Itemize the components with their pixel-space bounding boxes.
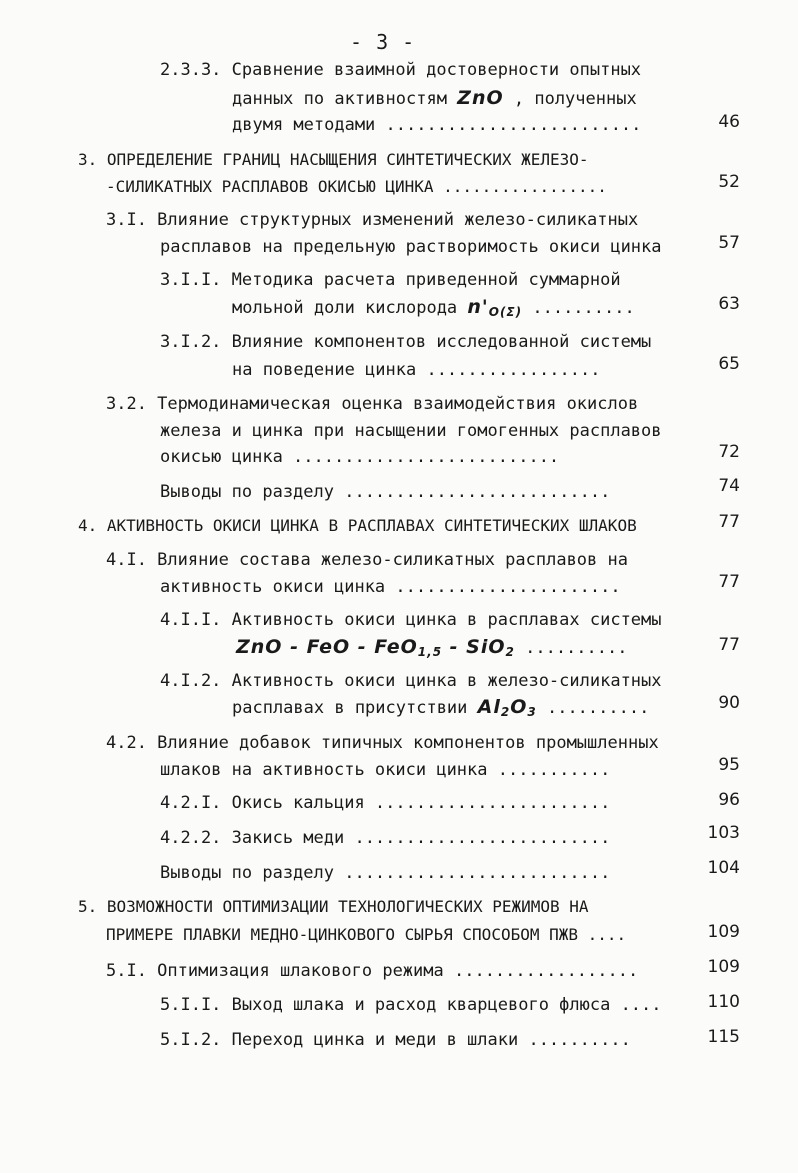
toc-5-1-2-page: 115	[707, 1027, 740, 1047]
toc-4-2-1-page: 96	[718, 790, 740, 810]
toc-4-1-line1: 4.I. Влияние состава железо-силикатных расплавов на	[106, 550, 628, 570]
toc-4-1-page: 77	[718, 572, 740, 592]
alumina-formula: Al	[477, 696, 501, 718]
toc-4-2-page: 95	[718, 755, 740, 775]
toc-2-3-3-line2	[232, 88, 637, 109]
toc-3-2-line3: окисью цинка ..........................	[160, 447, 560, 467]
toc-4-1-2-line1: 4.I.2. Активность окиси цинка в железо-силикатных	[160, 671, 662, 691]
toc-4-1-2-page: 90	[718, 693, 740, 713]
toc-4-2-2: 4.2.2. Закись меди .........................	[160, 828, 611, 848]
toc-4-page: 77	[718, 512, 740, 532]
toc-4-1-2-line2	[232, 697, 649, 722]
toc-4-1-line2: активность окиси цинка ......................	[160, 577, 621, 597]
toc-3-1-1-line1: 3.I.I. Методика расчета приведенной суммарной	[160, 270, 621, 290]
toc-4-1-1-line2	[236, 637, 627, 662]
toc-3-1-page: 57	[718, 233, 740, 253]
toc-4-1-1-page: 77	[718, 635, 740, 655]
toc-2-3-3-text-b: , полученных	[503, 89, 637, 109]
toc-4-2-line2: шлаков на активность окиси цинка ...........	[160, 760, 611, 780]
toc-4-2-2-page: 103	[707, 823, 740, 843]
alumina-sub1: 2	[500, 705, 511, 719]
system-formula-end: - SiO	[442, 636, 506, 658]
toc-3-1-line2: расплавов на предельную растворимость окиси цинка	[160, 237, 662, 257]
toc-4-2-1: 4.2.I. Окись кальция .......................	[160, 793, 611, 813]
toc-3-1-1-page: 63	[718, 294, 740, 314]
toc-5-1-1-page: 110	[707, 992, 740, 1012]
toc-4-1-1-line1: 4.I.I. Активность окиси цинка в расплавах системы	[160, 610, 662, 630]
system-formula: ZnO - FeO - FeO	[236, 636, 418, 658]
toc-3-1-2-line2: на поведение цинка .................	[232, 360, 601, 380]
toc-2-3-3-page: 46	[718, 112, 740, 132]
toc-4-1-1-dots: ..........	[514, 638, 628, 658]
toc-4-1-2-dots: ..........	[536, 698, 650, 718]
page-number: - 3 -	[350, 30, 416, 54]
toc-3-1-line1: 3.I. Влияние структурных изменений железо-силикатных	[106, 210, 639, 230]
toc-3-2-line2: железа и цинка при насыщении гомогенных расплавов	[160, 421, 662, 441]
system-formula-sub2: 2	[505, 645, 515, 659]
toc-3-2-line1: 3.2. Термодинамическая оценка взаимодействия окислов	[106, 394, 639, 414]
toc-3-line1: 3. ОПРЕДЕЛЕНИЕ ГРАНИЦ НАСЫЩЕНИЯ СИНТЕТИЧЕСКИХ ЖЕЛЕЗО-	[78, 150, 589, 169]
toc-4-1-2-text-a: расплавах в присутствии	[232, 698, 478, 718]
alumina-sub2: 3	[527, 705, 537, 719]
toc-4-2-line1: 4.2. Влияние добавок типичных компонентов промышленных	[106, 733, 659, 753]
toc-3-1-1-text-a: мольной доли кислорода	[232, 298, 468, 318]
toc-4-line1: 4. АКТИВНОСТЬ ОКИСИ ЦИНКА В РАСПЛАВАХ СИНТЕТИЧЕСКИХ ШЛАКОВ	[78, 516, 637, 535]
alumina-formula-end: O	[510, 696, 528, 718]
toc-5-line2: ПРИМЕРЕ ПЛАВКИ МЕДНО-ЦИНКОВОГО СЫРЬЯ СПОСОБОМ ПЖВ ....	[106, 925, 627, 944]
toc-3-1-2-page: 65	[718, 354, 740, 374]
oxygen-fraction-subscript: O(Σ)	[488, 305, 523, 319]
oxygen-fraction-formula: n'	[467, 296, 489, 318]
toc-3-page: 52	[718, 172, 740, 192]
toc-3-1-1-line2	[232, 297, 635, 322]
toc-3-2-page: 72	[718, 442, 740, 462]
toc-2-3-3-text-a: данных по активностям	[232, 89, 458, 109]
toc-5-line1: 5. ВОЗМОЖНОСТИ ОПТИМИЗАЦИИ ТЕХНОЛОГИЧЕСКИХ РЕЖИМОВ НА	[78, 897, 589, 916]
toc-conclusions-1: Выводы по разделу ..........................	[160, 482, 611, 502]
zno-formula: ZnO	[457, 87, 504, 109]
toc-5-1: 5.I. Оптимизация шлакового режима ..................	[106, 961, 639, 981]
toc-5-1-page: 109	[707, 957, 740, 977]
toc-3-1-2-line1: 3.I.2. Влияние компонентов исследованной системы	[160, 332, 652, 352]
toc-conclusions-1-page: 74	[718, 476, 740, 496]
toc-3-1-1-dots: ..........	[522, 298, 635, 318]
toc-5-page: 109	[707, 922, 740, 942]
toc-3-line2: -СИЛИКАТНЫХ РАСПЛАВОВ ОКИСЬЮ ЦИНКА .................	[106, 177, 607, 196]
toc-5-1-2: 5.I.2. Переход цинка и меди в шлаки ..........	[160, 1030, 631, 1050]
toc-2-3-3-line3: двумя методами .........................	[232, 115, 642, 135]
toc-conclusions-2-page: 104	[707, 858, 740, 878]
toc-5-1-1: 5.I.I. Выход шлака и расход кварцевого флюса ....	[160, 995, 662, 1015]
system-formula-sub1: 1,5	[417, 645, 443, 659]
toc-2-3-3-line1: 2.3.3. Сравнение взаимной достоверности опытных	[160, 60, 642, 80]
toc-conclusions-2: Выводы по разделу ..........................	[160, 863, 611, 883]
